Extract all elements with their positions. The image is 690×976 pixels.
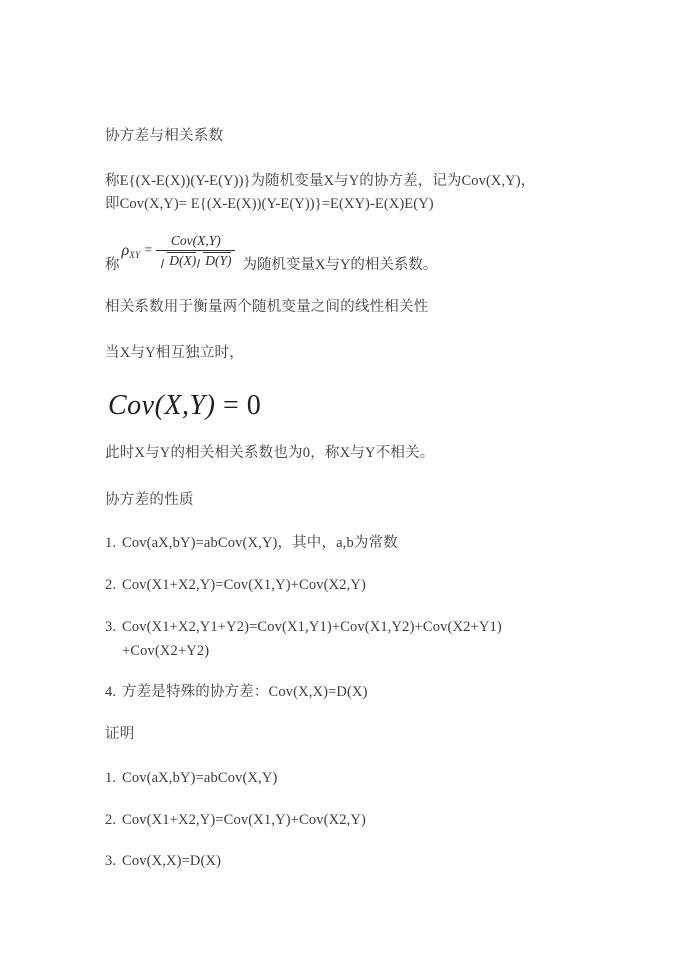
list-marker: 4. <box>105 684 117 701</box>
list-marker: 1. <box>105 769 117 786</box>
list-marker: 1. <box>105 535 117 552</box>
sqrt-right <box>196 252 231 269</box>
properties-heading: 协方差的性质 <box>105 491 194 508</box>
independence-line: 当X与Y相互独立时， <box>105 344 244 361</box>
formula-math <box>122 234 236 268</box>
definition-line-2: 即Cov(X,Y)= E{(X-E(X))(Y-E(Y))}=E(XY)-E(X)E(Y) <box>105 195 434 212</box>
correlation-coefficient-formula <box>105 232 605 276</box>
list-item <box>105 682 605 704</box>
list-item-text: Cov(aX,bY)=abCov(X,Y)，其中，a,b为常数 <box>122 535 398 552</box>
list-item <box>105 617 605 663</box>
proof-list <box>105 768 605 873</box>
properties-list <box>105 533 605 704</box>
rho-subscript: XY <box>129 250 141 261</box>
fraction-numerator: Cov(X,Y) <box>170 233 221 249</box>
meaning-line: 相关系数用于衡量两个随机变量之间的线性相关性 <box>105 298 429 315</box>
document-content <box>105 126 605 893</box>
list-item-text: Cov(aX,bY)=abCov(X,Y) <box>122 769 278 786</box>
fraction-denominator <box>156 251 235 269</box>
equation-args: (X,Y) <box>154 389 216 421</box>
list-item-text: Cov(X1+X2,Y)=Cov(X1,Y)+Cov(X2,Y) <box>122 811 366 828</box>
list-item <box>105 575 605 597</box>
page-title: 协方差与相关系数 <box>105 128 224 144</box>
list-item-text: 方差是特殊的协方差：Cov(X,X)=D(X) <box>122 684 368 701</box>
equals-sign: = <box>144 243 153 259</box>
list-item <box>105 533 605 555</box>
equation-operator: = <box>222 389 240 421</box>
proof-heading: 证明 <box>105 726 135 743</box>
fraction <box>156 234 235 268</box>
definition-paragraph <box>105 170 605 216</box>
list-marker: 3. <box>105 618 117 635</box>
sqrt-left-radicand: D(X) <box>169 252 197 268</box>
list-marker: 2. <box>105 577 117 594</box>
list-marker: 3. <box>105 853 117 870</box>
equation-rhs: 0 <box>246 389 262 421</box>
list-marker: 2. <box>105 811 117 828</box>
list-item-text: Cov(X,X)=D(X) <box>122 853 222 870</box>
formula-prefix: 称 <box>105 256 120 273</box>
list-item-continuation: +Cov(X2+Y2) <box>122 642 210 659</box>
definition-line-1: 称E{(X-E(X))(Y-E(Y))}为随机变量X与Y的协方差，记为Cov(X,Y)， <box>105 172 536 189</box>
display-equation <box>108 390 605 422</box>
list-item <box>105 810 605 832</box>
sqrt-right-radicand: D(Y) <box>205 252 232 268</box>
list-item-text: Cov(X1+X2,Y)=Cov(X1,Y)+Cov(X2,Y) <box>122 577 366 594</box>
uncorrelated-line: 此时X与Y的相关相关系数也为0，称X与Y不相关。 <box>105 444 435 461</box>
list-item <box>105 768 605 790</box>
sqrt-left <box>160 252 196 269</box>
list-item <box>105 851 605 873</box>
list-item-text: Cov(X1+X2,Y1+Y2)=Cov(X1,Y1)+Cov(X1,Y2)+Cov(X2+Y1) <box>122 618 502 635</box>
equation-lhs: Cov <box>108 389 155 421</box>
rho-symbol: ρ <box>121 242 130 260</box>
formula-suffix: 为随机变量X与Y的相关系数。 <box>242 256 438 273</box>
